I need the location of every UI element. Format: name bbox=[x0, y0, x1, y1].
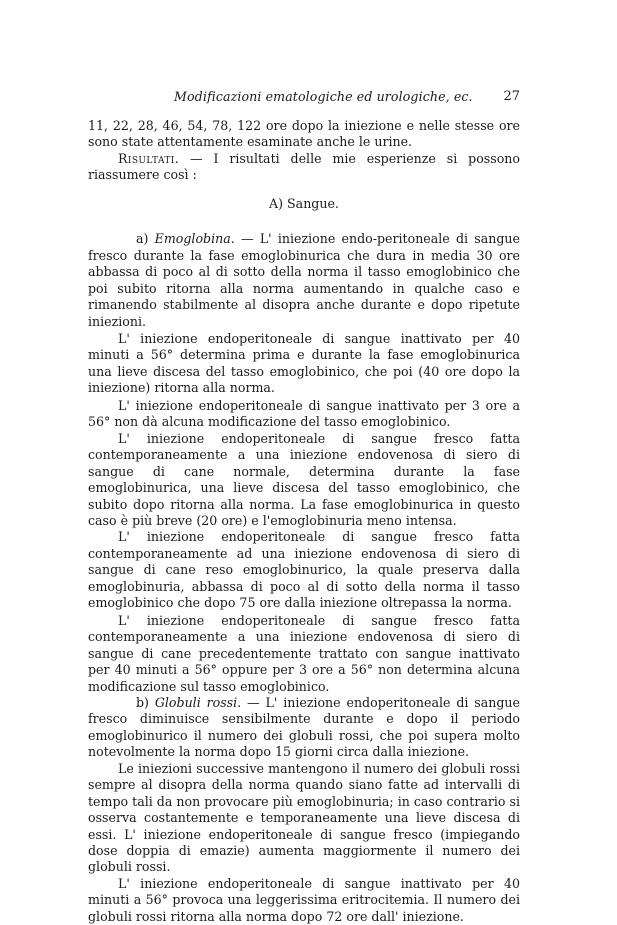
emoglobina-term: Emoglobina bbox=[154, 231, 231, 247]
globuli-text: . — L' iniezione endoperitoneale di sangue fresco diminuisce sensibilmente durante e dopo il periodo emoglobinurico il numero dei globuli rossi, che poi supera molto notevolmente la norma dopo 15 giorni circa dalla iniezione. bbox=[88, 694, 520, 760]
results-text: — I risultati delle mie esperienze si possono riassumere così : bbox=[88, 150, 520, 183]
page-header bbox=[88, 89, 520, 107]
results-label: Risultati. bbox=[118, 150, 180, 166]
paragraph: L' iniezione endoperitoneale di sangue fresco fatta contemporaneamente a una iniezione endovenosa di siero di sangue di cane normale, determina durante la fase emoglobinurica, una lieve discesa del tasso emoglobinico, che subito dopo ritorna alla norma. La fase emoglobinurica in questo caso è più breve (20 ore) e l'emoglobinuria meno intensa. bbox=[88, 430, 520, 528]
paragraph-continuation: 11, 22, 28, 46, 54, 78, 122 ore dopo la iniezione e nelle stesse ore sono state attentamente esaminate anche le urine. bbox=[88, 118, 520, 150]
paragraph: Le iniezioni successive mantengono il numero dei globuli rossi sempre al disopra della norma quando siano fatte ad intervalli di tempo tali da non provocare più emoglobinuria; in caso contrario si osserva costantemente e temporaneamente una lieve discesa di essi. L' iniezione endoperitoneale di sangue fresco (impiegando dose doppia di emazie) aumenta maggiormente il numero dei globuli rossi. bbox=[88, 760, 520, 875]
running-head: Modificazioni ematologiche ed urologiche, ec. bbox=[174, 89, 473, 104]
paragraph: L' iniezione endoperitoneale di sangue inattivato per 40 minuti a 56° determina prima e durante la fase emoglobinurica una lieve discesa del tasso emoglobinico, che poi (40 ore dopo la iniezione) ritorna alla norma. bbox=[88, 330, 520, 396]
paragraph-results bbox=[88, 151, 520, 184]
section-title: A) Sangue. bbox=[269, 195, 339, 211]
paragraph-globuli-rossi bbox=[88, 695, 520, 761]
globuli-label: b) bbox=[136, 694, 155, 710]
body-text bbox=[88, 118, 520, 925]
paragraph: L' iniezione endoperitoneale di sangue inattivato per 3 ore a 56° non dà alcuna modificazione del tasso emoglobinico. bbox=[88, 397, 520, 430]
paragraph-emoglobina bbox=[88, 231, 520, 330]
globuli-term: Globuli rossi bbox=[154, 694, 238, 710]
paragraph: L' iniezione endoperitoneale di sangue inattivato per 40 minuti a 56° provoca una leggerissima eritrocitemia. Il numero dei globuli rossi ritorna alla norma dopo 72 ore dall' iniezione. bbox=[88, 875, 520, 924]
paragraph: L' iniezione endoperitoneale di sangue fresco fatta contemporaneamente ad una iniezione endovenosa di siero di sangue di cane reso emoglobinurico, la quale preserva dalla emoglobinuria, abbassa di poco al di sotto della norma il tasso emoglobinico che dopo 75 ore dalla iniezione oltrepassa la norma. bbox=[88, 529, 520, 611]
page-number: 27 bbox=[503, 89, 520, 104]
emoglobina-text: . — L' iniezione endo-peritoneale di sangue fresco durante la fase emoglobinurica che dura in media 30 ore abbassa di poco al di sotto della norma il tasso emoglobinico che poi subito ritorna alla norma aumentando in qualche caso e rimanendo stabilmente al disopra anche durante e dopo ripetute iniezioni. bbox=[88, 231, 520, 329]
paragraph: L' iniezione endoperitoneale di sangue fresco fatta contemporaneamente a una iniezione endovenosa di siero di sangue di cane precedentemente trattato con sangue inattivato per 40 minuti a 56° oppure per 3 ore a 56° non determina alcuna modificazione sul tasso emoglobinico. bbox=[88, 612, 520, 694]
emoglobina-label: a) bbox=[136, 231, 155, 247]
